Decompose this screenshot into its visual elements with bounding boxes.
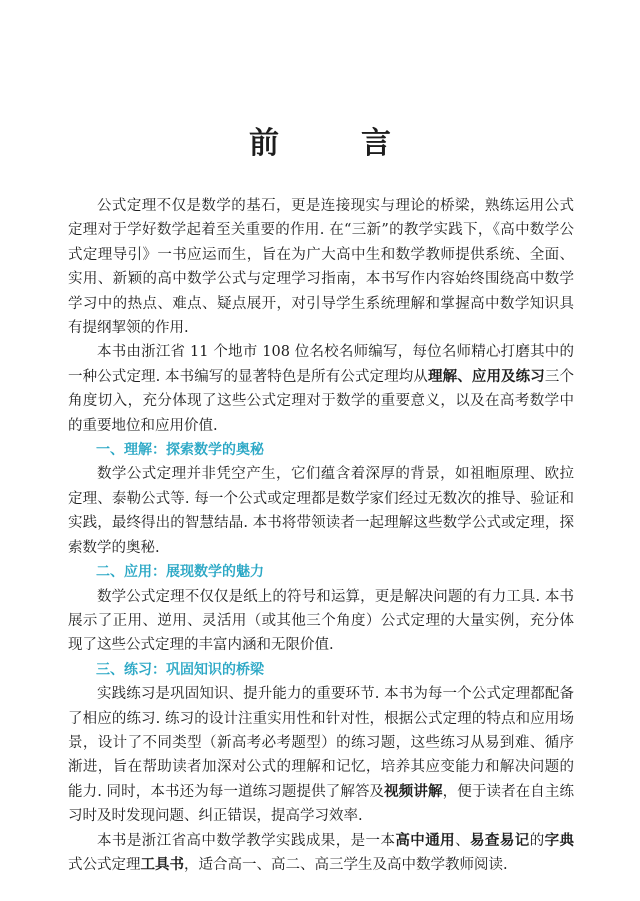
paragraph-closing [68, 829, 574, 878]
paragraph-authors [68, 340, 574, 438]
section-heading-apply: 二、应用：展现数学的魅力 [96, 564, 264, 581]
text-span: 式公式定理 [68, 856, 141, 873]
text-span: 本书是浙江省高中数学教学实践成果，是一本 [97, 832, 396, 849]
text-span: 三个角度切入，充分体现了这些公式定理对于数学的重要意义，以及在高考数学中的重要地位和应用价值. [68, 368, 575, 434]
paragraph-intro: 公式定理不仅是数学的基石，更是连接现实与理论的桥梁，熟练运用公式定理对于学好数学起着至关重要的作用. 在“三新”的教学实践下，《高中数学公式定理导引》一书应运而生，旨在为广大高中生和数学教师提供系统、全面、实用、新颖的高中数学公式与定理学习指南，本书写作内容始终围绕高中数学学习中的热点、难点、疑点展开，对引导学生系统理解和掌握高中数学知识具有提纲挈领的作用. [68, 198, 574, 337]
text-span: 实践练习是巩固知识、提升能力的重要环节. 本书为每一个公式定理都配备了相应的练习. 练习的设计注重实用性和针对性，根据公式定理的特点和应用场景，设计了不同类型（新高考必考题型）的练习题，这些练习从易到难、循序渐进，旨在帮助读者加深对公式的理解和记忆，培养其应变能力和解决问题的能力. 同时，本书还为每一道练习题提供了解答及 [68, 686, 574, 800]
preface-body [68, 194, 574, 877]
bold-emphasis: 高中通用 [395, 832, 456, 849]
text-span: 的 [529, 832, 545, 849]
bold-emphasis: 视频讲解 [384, 783, 443, 800]
text-span: 、 [455, 832, 470, 849]
bold-emphasis: 易查易记 [470, 832, 530, 849]
bold-emphasis: 字典 [544, 832, 575, 849]
paragraph-practice [68, 682, 574, 828]
text-span: ，便于读者在自主练习时及时发现问题、纠正错误，提高学习效率. [68, 783, 575, 825]
paragraph-apply: 数学公式定理不仅仅是纸上的符号和运算，更是解决问题的有力工具. 本书展示了正用、逆用、灵活用（或其他三个角度）公式定理的大量实例，充分体现了这些公式定理的丰富内涵和无限价值. [68, 588, 574, 654]
section-heading-practice: 三、练习：巩固知识的桥梁 [96, 661, 264, 678]
text-span: 本书由浙江省 11 个地市 108 位名校名师编写，每位名师精心打磨其中的一种公式定理. 本书编写的显著特色是所有公式定理均从 [68, 344, 574, 385]
text-span: ，适合高一、高二、高三学生及高中数学教师阅读. [184, 856, 508, 873]
paragraph-understand: 数学公式定理并非凭空产生，它们蕴含着深厚的背景，如祖暅原理、欧拉定理、泰勒公式等. 每一个公式或定理都是数学家们经过无数次的推导、验证和实践，最终得出的智慧结晶. 本书将带领读者一起理解这些数学公式或定理，探索数学的奥秘. [68, 466, 574, 556]
section-heading-understand: 一、理解：探索数学的奥秘 [96, 442, 264, 459]
page-title: 前 言 [249, 126, 417, 161]
bold-emphasis: 工具书 [140, 856, 184, 873]
bold-emphasis: 理解、应用及练习 [428, 368, 545, 385]
